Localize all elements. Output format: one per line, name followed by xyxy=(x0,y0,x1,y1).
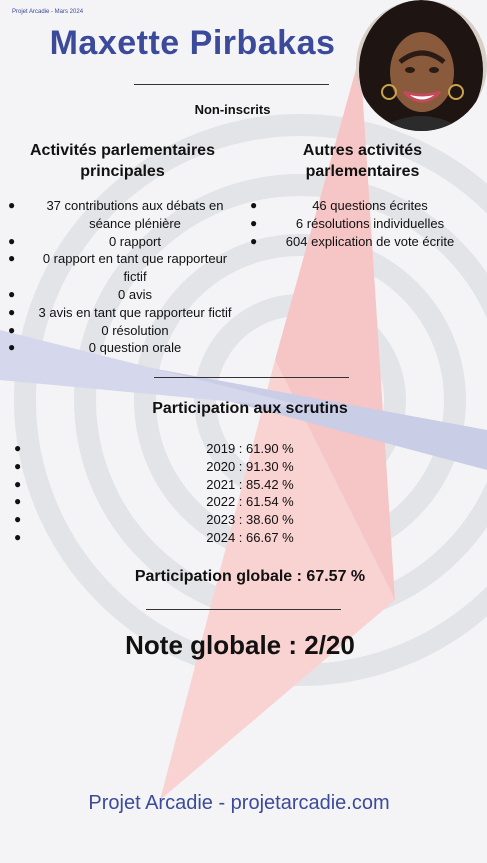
deputy-name: Maxette Pirbakas xyxy=(49,24,336,62)
divider xyxy=(134,84,329,85)
bullet-icon: ● xyxy=(14,494,22,509)
list-item: ● 2020 : 91.30 % xyxy=(14,458,294,474)
political-group: Non-inscrits xyxy=(194,102,271,117)
global-participation: Participation globale : 67.57 % xyxy=(134,568,366,585)
bullet-icon: ● xyxy=(8,198,16,212)
list-item: ● 37 contributions aux débats en séance plénière xyxy=(8,198,224,231)
bullet-icon: ● xyxy=(8,322,16,337)
bullet-icon: ● xyxy=(8,286,16,301)
list-item: ● 2023 : 38.60 % xyxy=(14,512,294,528)
bullet-icon: ● xyxy=(14,441,22,455)
main-activities-title: Activités parlementaires principales xyxy=(30,142,215,180)
bullet-icon: ● xyxy=(8,304,16,319)
bullet-icon: ● xyxy=(250,198,258,212)
divider xyxy=(146,609,341,610)
bullet-icon: ● xyxy=(14,529,22,544)
list-item: ● 2024 : 66.67 % xyxy=(14,529,294,545)
deputy-photo xyxy=(356,0,487,131)
footer-credit: Projet Arcadie - projetarcadie.com xyxy=(88,792,390,814)
bullet-icon: ● xyxy=(14,476,22,491)
bullet-icon: ● xyxy=(250,233,258,248)
list-item: ● 0 avis xyxy=(8,286,152,302)
bullet-icon: ● xyxy=(8,233,16,248)
list-item: ● 2021 : 85.42 % xyxy=(14,476,294,492)
other-activities-list xyxy=(250,197,472,250)
list-item: ● 3 avis en tant que rapporteur fictif xyxy=(8,304,232,320)
global-score: Note globale : 2/20 xyxy=(125,630,355,660)
header-note: Projet Arcadie - Mars 2024 xyxy=(12,9,84,15)
main-activities-list xyxy=(8,197,240,357)
participation-years-list xyxy=(14,440,486,547)
list-item: ● 604 explication de vote écrite xyxy=(250,233,455,249)
list-item: ● 0 question orale xyxy=(8,340,182,356)
list-item: ● 6 résolutions individuelles xyxy=(250,215,445,231)
list-item: ● 2022 : 61.54 % xyxy=(14,494,294,510)
participation-title: Participation aux scrutins xyxy=(152,400,348,417)
list-item: ● 0 résolution xyxy=(8,322,169,338)
list-item: ● 46 questions écrites xyxy=(250,198,428,213)
bullet-icon: ● xyxy=(8,340,16,355)
bullet-icon: ● xyxy=(250,215,258,230)
list-item: ● 2019 : 61.90 % xyxy=(14,441,294,456)
list-item: ● 0 rapport en tant que rapporteur fictif xyxy=(8,251,228,285)
bullet-icon: ● xyxy=(14,458,22,473)
divider xyxy=(154,377,349,378)
list-item: ● 0 rapport xyxy=(8,233,162,249)
bullet-icon: ● xyxy=(14,512,22,527)
bullet-icon: ● xyxy=(8,251,16,266)
other-activities-title: Autres activités parlementaires xyxy=(302,142,423,180)
